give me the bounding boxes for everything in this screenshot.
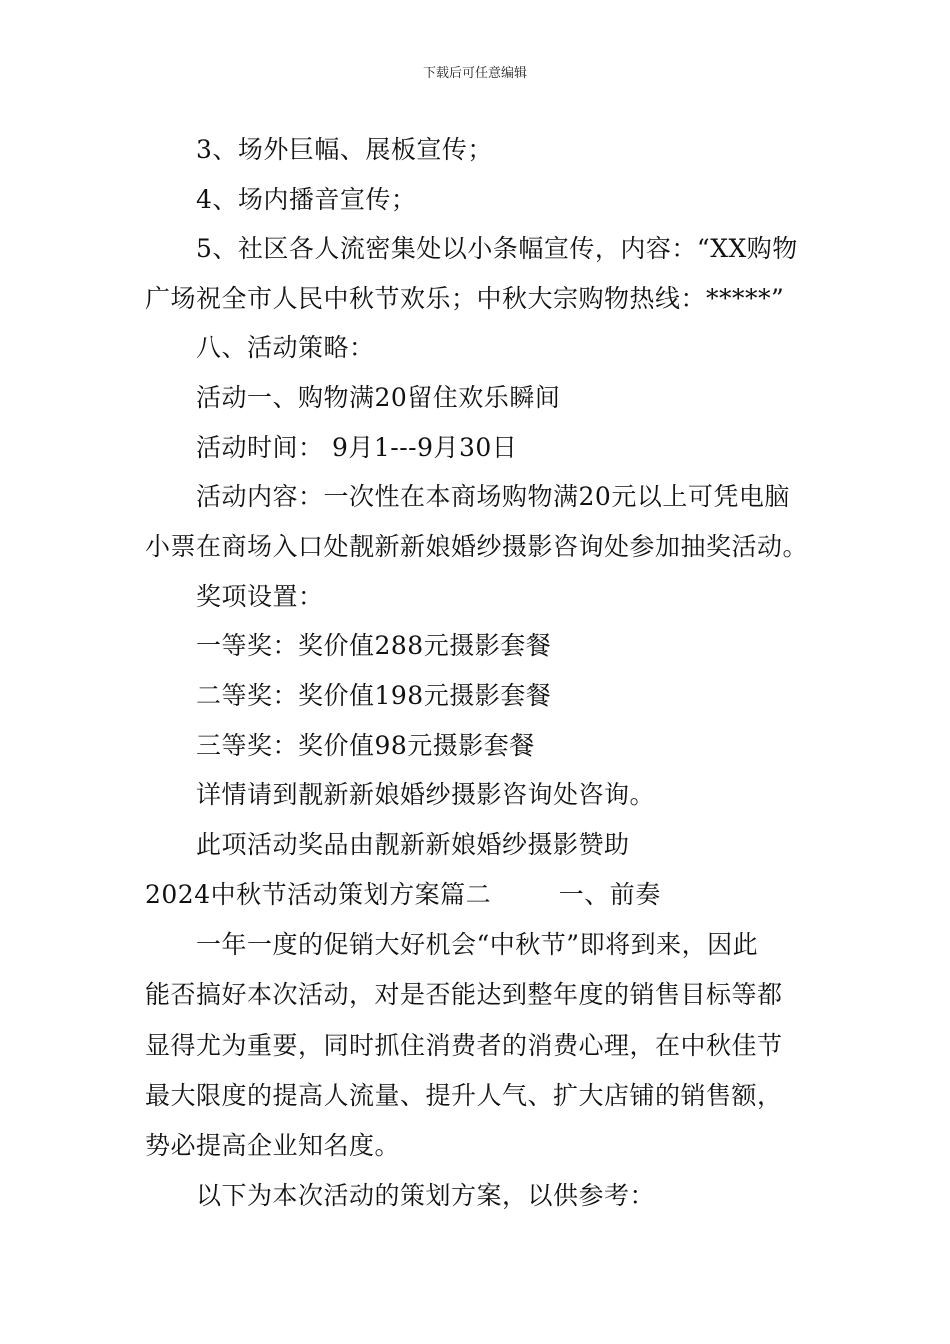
section-heading-strategy: 八、活动策略： bbox=[196, 333, 375, 362]
activity-content-continuation: 小票在商场入口处靓新新娘婚纱摄影咨询处参加抽奖活动。 bbox=[145, 532, 809, 561]
details-note: 详情请到靓新新娘婚纱摄影咨询处咨询。 bbox=[196, 780, 656, 809]
page-header: 下载后可任意编辑 bbox=[422, 66, 527, 81]
section-title-part-two: 2024中秋节活动策划方案篇二 一、前奏 bbox=[145, 880, 661, 909]
third-prize: 三等奖：奖价值98元摄影套餐 bbox=[196, 731, 535, 760]
reference-note: 以下为本次活动的策划方案，以供参考： bbox=[196, 1181, 656, 1210]
activity-time: 活动时间： 9月1---9月30日 bbox=[196, 433, 518, 462]
list-item-4-broadcast: 4、场内播音宣传； bbox=[196, 185, 417, 214]
intro-paragraph-line-5: 势必提高企业知名度。 bbox=[145, 1131, 401, 1160]
intro-paragraph-line-4: 最大限度的提高人流量、提升人气、扩大店铺的销售额， bbox=[145, 1081, 783, 1110]
list-item-5-community-banners: 5、社区各人流密集处以小条幅宣传，内容：“XX购物 bbox=[196, 234, 798, 263]
first-prize: 一等奖：奖价值288元摄影套餐 bbox=[196, 631, 552, 660]
list-item-3-outdoor-banners: 3、场外巨幅、展板宣传； bbox=[196, 135, 493, 164]
prize-settings-heading: 奖项设置： bbox=[196, 582, 324, 611]
intro-paragraph-line-3: 显得尤为重要，同时抓住消费者的消费心理，在中秋佳节 bbox=[145, 1031, 783, 1060]
intro-paragraph-line-2: 能否搞好本次活动，对是否能达到整年度的销售目标等都 bbox=[145, 980, 783, 1009]
sponsor-note: 此项活动奖品由靓新新娘婚纱摄影赞助 bbox=[196, 830, 630, 859]
intro-paragraph-line-1: 一年一度的促销大好机会“中秋节”即将到来，因此 bbox=[196, 930, 759, 959]
second-prize: 二等奖：奖价值198元摄影套餐 bbox=[196, 681, 552, 710]
list-item-5-continuation: 广场祝全市人民中秋节欢乐；中秋大宗购物热线：*****” bbox=[145, 284, 785, 313]
activity-content: 活动内容：一次性在本商场购物满20元以上可凭电脑 bbox=[196, 482, 790, 511]
activity-one-title: 活动一、购物满20留住欢乐瞬间 bbox=[196, 383, 561, 412]
